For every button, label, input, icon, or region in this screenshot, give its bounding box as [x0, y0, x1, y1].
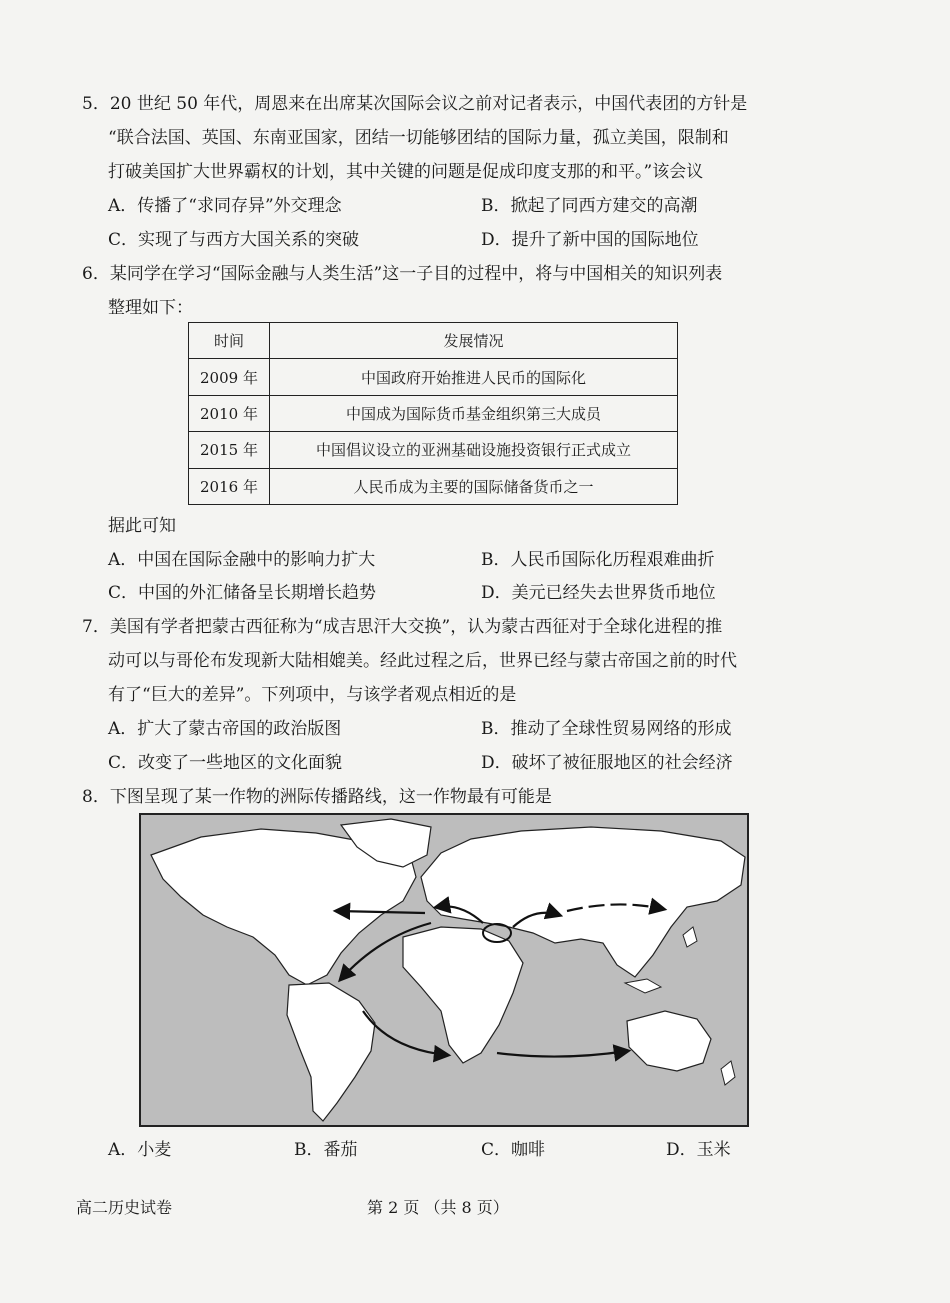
table-cell-year: 2015 年: [189, 432, 270, 468]
table-header-development: 发展情况: [270, 323, 678, 359]
table-row: [189, 468, 678, 504]
table-cell-event: 中国倡议设立的亚洲基础设施投资银行正式成立: [270, 432, 678, 468]
q8-option-d: D．玉米: [666, 1140, 731, 1160]
table-cell-event: 人民币成为主要的国际储备货币之一: [270, 468, 678, 504]
table-cell-year: 2009 年: [189, 359, 270, 395]
q5-stem-line3: 打破美国扩大世界霸权的计划，其中关键的问题是促成印度支那的和平。”该会议: [108, 162, 704, 182]
q5-option-d: D．提升了新中国的国际地位: [481, 230, 699, 250]
table-row: [189, 432, 678, 468]
q6-option-b: B．人民币国际化历程艰难曲折: [481, 550, 715, 570]
route-arrow-to-southern-africa: [363, 1011, 447, 1055]
q6-option-d: D．美元已经失去世界货币地位: [481, 583, 716, 603]
island-shape: [721, 1061, 735, 1085]
q7-stem-line1: 7．美国有学者把蒙古西征称为“成吉思汗大交换”，认为蒙古西征对于全球化进程的推: [82, 617, 723, 637]
q7-option-c: C．改变了一些地区的文化面貌: [108, 753, 343, 773]
footer-page-number: 第 2 页 （共 8 页）: [367, 1198, 509, 1217]
table-cell-year: 2010 年: [189, 395, 270, 431]
africa-shape: [403, 927, 523, 1063]
q7-option-d: D．破坏了被征服地区的社会经济: [481, 753, 733, 773]
knowledge-table: [188, 322, 678, 505]
q7-option-b: B．推动了全球性贸易网络的形成: [481, 719, 732, 739]
table-row: [189, 359, 678, 395]
south-america-shape: [287, 983, 375, 1121]
q6-stem-line1: 6．某同学在学习“国际金融与人类生活”这一子目的过程中，将与中国相关的知识列表: [82, 264, 723, 284]
table-cell-event: 中国政府开始推进人民币的国际化: [270, 359, 678, 395]
q8-option-b: B．番茄: [294, 1140, 358, 1160]
q6-option-c: C．中国的外汇储备呈长期增长趋势: [108, 583, 377, 603]
q7-option-a: A．扩大了蒙古帝国的政治版图: [108, 719, 342, 739]
q7-stem-line3: 有了“巨大的差异”。下列项中，与该学者观点相近的是: [108, 685, 517, 705]
world-map-svg: [141, 815, 747, 1125]
q5-stem-line2: “联合法国、英国、东南亚国家，团结一切能够团结的国际力量，孤立美国，限制和: [108, 128, 729, 148]
footer-exam-title: 高二历史试卷: [76, 1198, 173, 1217]
island-shape: [625, 979, 661, 993]
island-shape: [683, 927, 697, 947]
q6-option-a: A．中国在国际金融中的影响力扩大: [108, 550, 376, 570]
q8-option-a: A．小麦: [108, 1140, 172, 1160]
table-row: [189, 395, 678, 431]
q5-stem-line1: 5．20 世纪 50 年代，周恩来在出席某次国际会议之前对记者表示，中国代表团的方针是: [82, 94, 748, 114]
world-map-figure: [139, 813, 749, 1127]
route-arrow-to-australia: [497, 1051, 627, 1057]
q8-option-c: C．咖啡: [481, 1140, 546, 1160]
table-cell-event: 中国成为国际货币基金组织第三大成员: [270, 395, 678, 431]
q6-stem-line2: 整理如下：: [108, 298, 193, 318]
table-cell-year: 2016 年: [189, 468, 270, 504]
q5-option-c: C．实现了与西方大国关系的突破: [108, 230, 360, 250]
q7-stem-line2: 动可以与哥伦布发现新大陆相媲美。经此过程之后，世界已经与蒙古帝国之前的时代: [108, 651, 737, 671]
q5-option-a: A．传播了“求同存异”外交理念: [108, 196, 342, 216]
australia-shape: [627, 1011, 711, 1071]
q8-stem-line1: 8．下图呈现了某一作物的洲际传播路线，这一作物最有可能是: [82, 787, 552, 807]
table-header-row: [189, 323, 678, 359]
table-header-time: 时间: [189, 323, 270, 359]
q6-after-table: 据此可知: [108, 516, 176, 536]
q5-option-b: B．掀起了同西方建交的高潮: [481, 196, 698, 216]
